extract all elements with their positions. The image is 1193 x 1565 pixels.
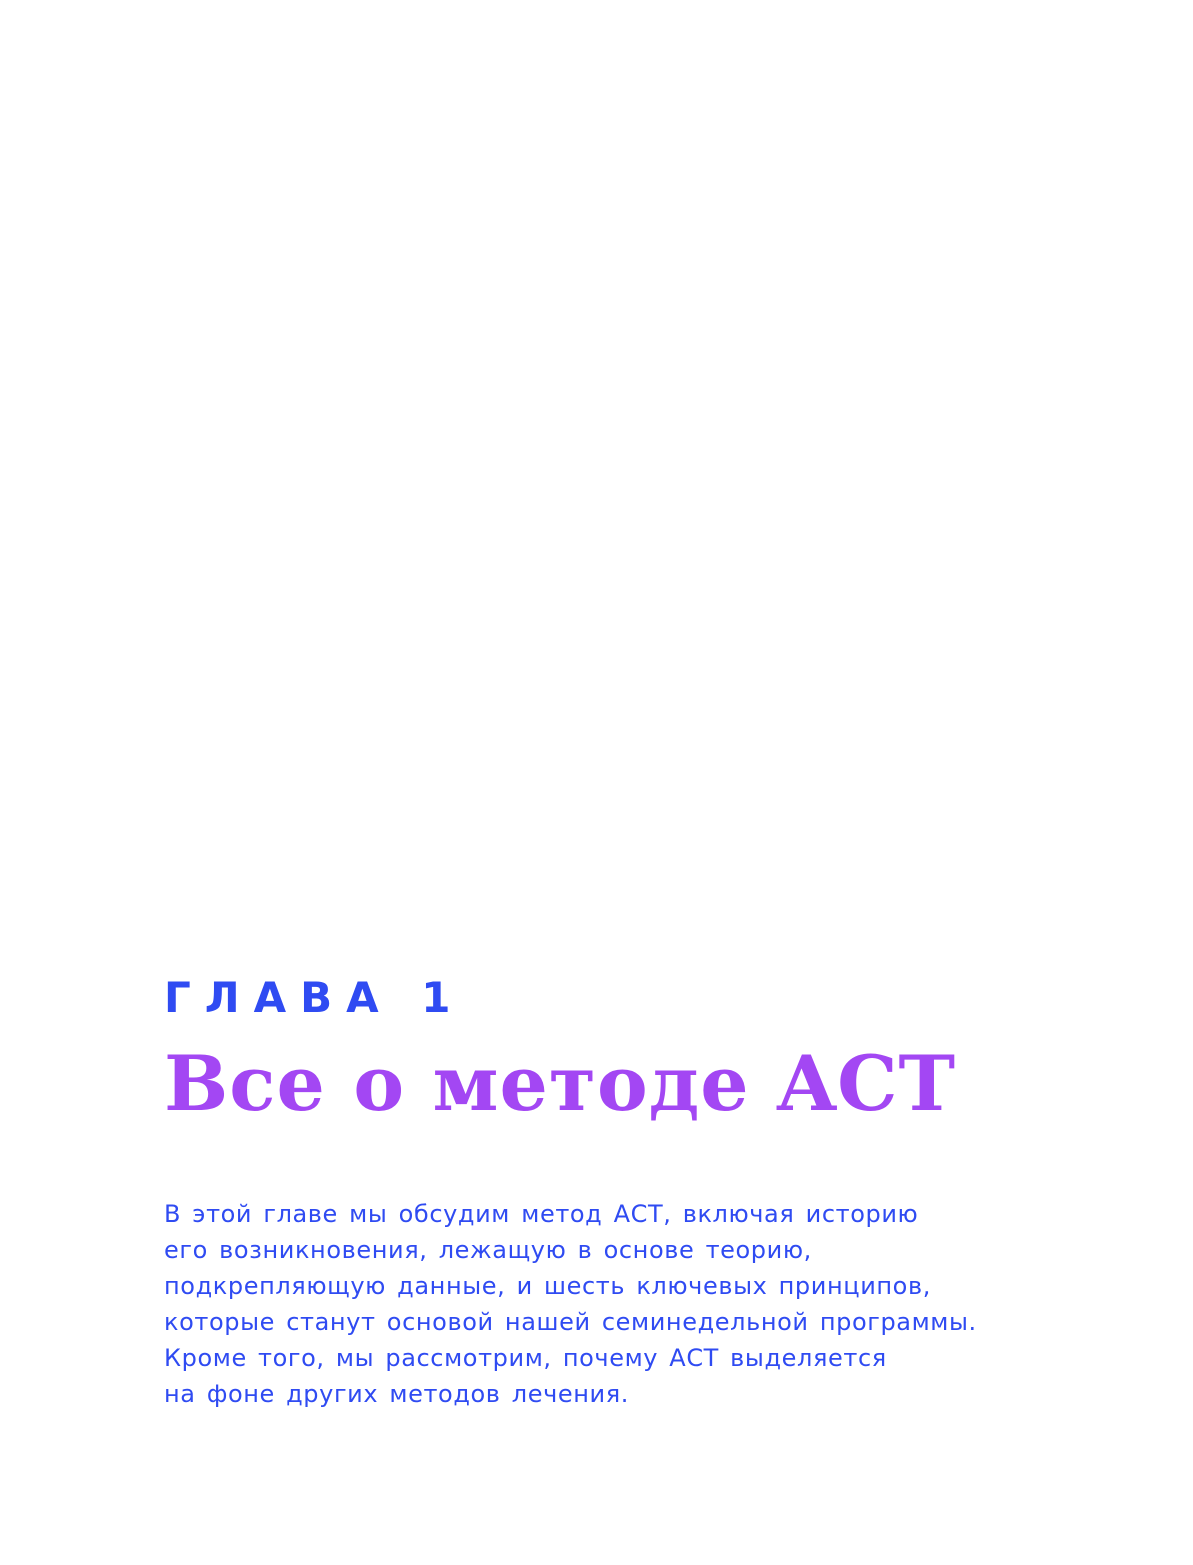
- intro-line: на фоне других методов лечения.: [164, 1380, 629, 1408]
- chapter-title: Все о методе ACT: [164, 1039, 957, 1128]
- intro-line: которые станут основой нашей семинедельной программы.: [164, 1308, 977, 1336]
- chapter-label: ГЛАВА 1: [164, 973, 465, 1022]
- intro-line: подкрепляющую данные, и шесть ключевых принципов,: [164, 1272, 931, 1300]
- intro-line: его возникновения, лежащую в основе теорию,: [164, 1236, 812, 1264]
- intro-line: В этой главе мы обсудим метод АСТ, включая историю: [164, 1200, 919, 1228]
- intro-line: Кроме того, мы рассмотрим, почему АСТ выделяется: [164, 1344, 887, 1372]
- chapter-intro: [164, 1196, 1124, 1412]
